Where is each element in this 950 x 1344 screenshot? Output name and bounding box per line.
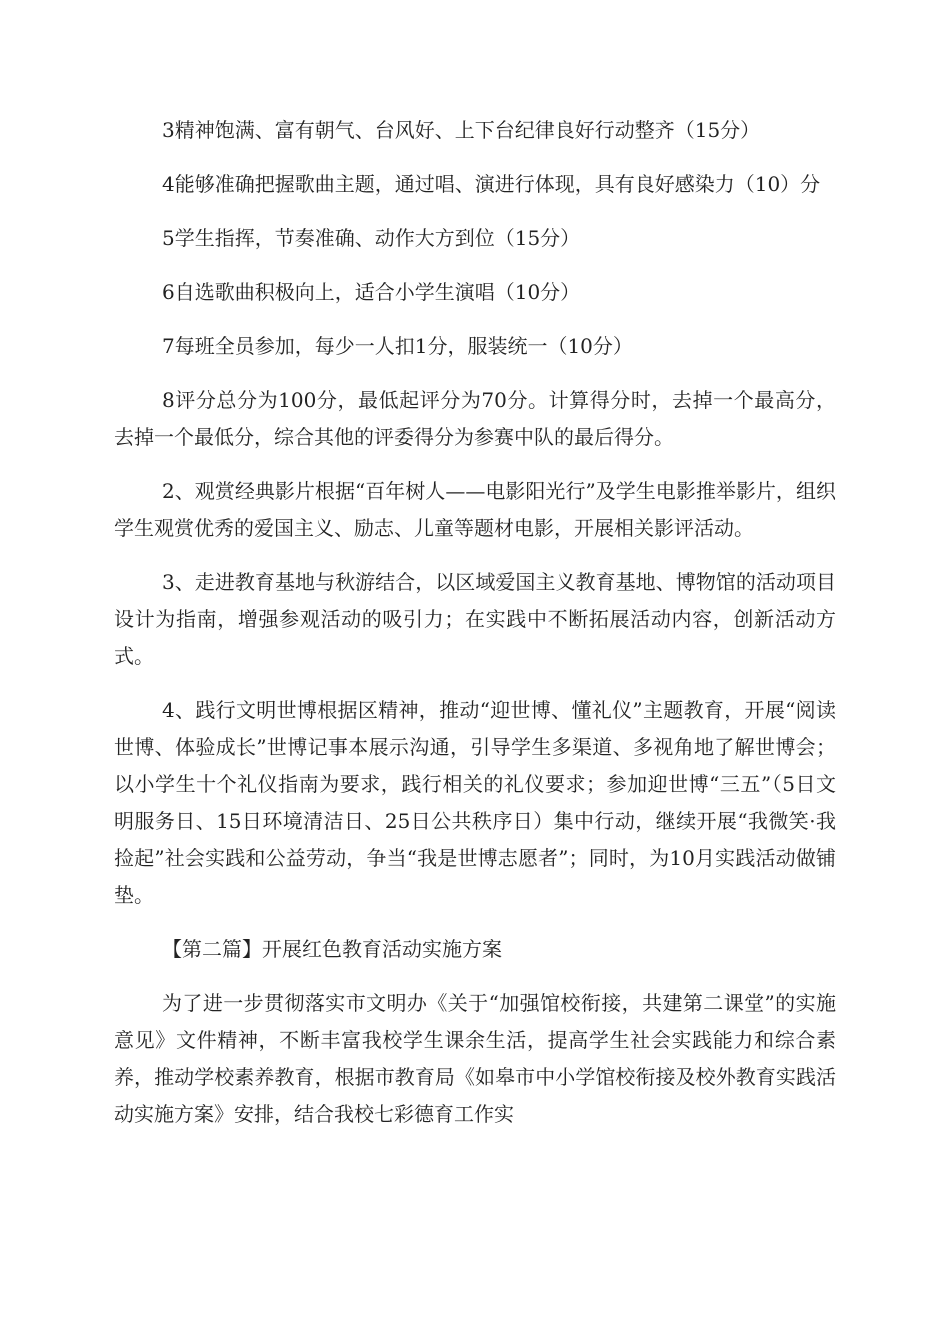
section-heading: 【第二篇】开展红色教育活动实施方案 bbox=[162, 937, 502, 961]
paragraph-intro: 为了进一步贯彻落实市文明办《关于“加强馆校衔接，共建第二课堂”的实施意见》文件精神，不断丰富我校学生课余生活，提高学生社会实践能力和综合素养，推动学校素养教育，根据市教育局《如皋市中小学馆校衔接及校外教育实践活动实施方案》安排，结合我校七彩德育工作实 bbox=[114, 991, 836, 1126]
document-body bbox=[114, 112, 836, 1150]
paragraph-civilized-expo: 4、践行文明世博根据区精神，推动“迎世博、懂礼仪”主题教育，开展“阅读世博、体验成长”世博记事本展示沟通，引导学生多渠道、多视角地了解世博会；以小学生十个礼仪指南为要求，践行相关的礼仪要求；参加迎世博“三五”（5日文明服务日、15日环境清洁日、25日公共秩序日）集中行动，继续开展“我微笑·我捡起”社会实践和公益劳动，争当“我是世博志愿者”；同时，为10月实践活动做铺垫。 bbox=[114, 698, 836, 907]
paragraph-item-3: 3精神饱满、富有朝气、台风好、上下台纪律良好行动整齐（15分） bbox=[162, 118, 761, 142]
paragraph-item-6: 6自选歌曲积极向上，适合小学生演唱（10分） bbox=[162, 280, 581, 304]
paragraph-item-8: 8评分总分为100分，最低起评分为70分。计算得分时，去掉一个最高分，去掉一个最低分，综合其他的评委得分为参赛中队的最后得分。 bbox=[114, 388, 836, 449]
paragraph-education-base: 3、走进教育基地与秋游结合，以区域爱国主义教育基地、博物馆的活动项目设计为指南，增强参观活动的吸引力；在实践中不断拓展活动内容，创新活动方式。 bbox=[114, 570, 836, 668]
paragraph-film-viewing: 2、观赏经典影片根据“百年树人——电影阳光行”及学生电影推举影片，组织学生观赏优秀的爱国主义、励志、儿童等题材电影，开展相关影评活动。 bbox=[114, 479, 836, 540]
paragraph-item-5: 5学生指挥，节奏准确、动作大方到位（15分） bbox=[162, 226, 581, 250]
paragraph-item-7: 7每班全员参加，每少一人扣1分，服装统一（10分） bbox=[162, 334, 633, 358]
paragraph-item-4: 4能够准确把握歌曲主题，通过唱、演进行体现，具有良好感染力（10）分 bbox=[162, 172, 821, 196]
